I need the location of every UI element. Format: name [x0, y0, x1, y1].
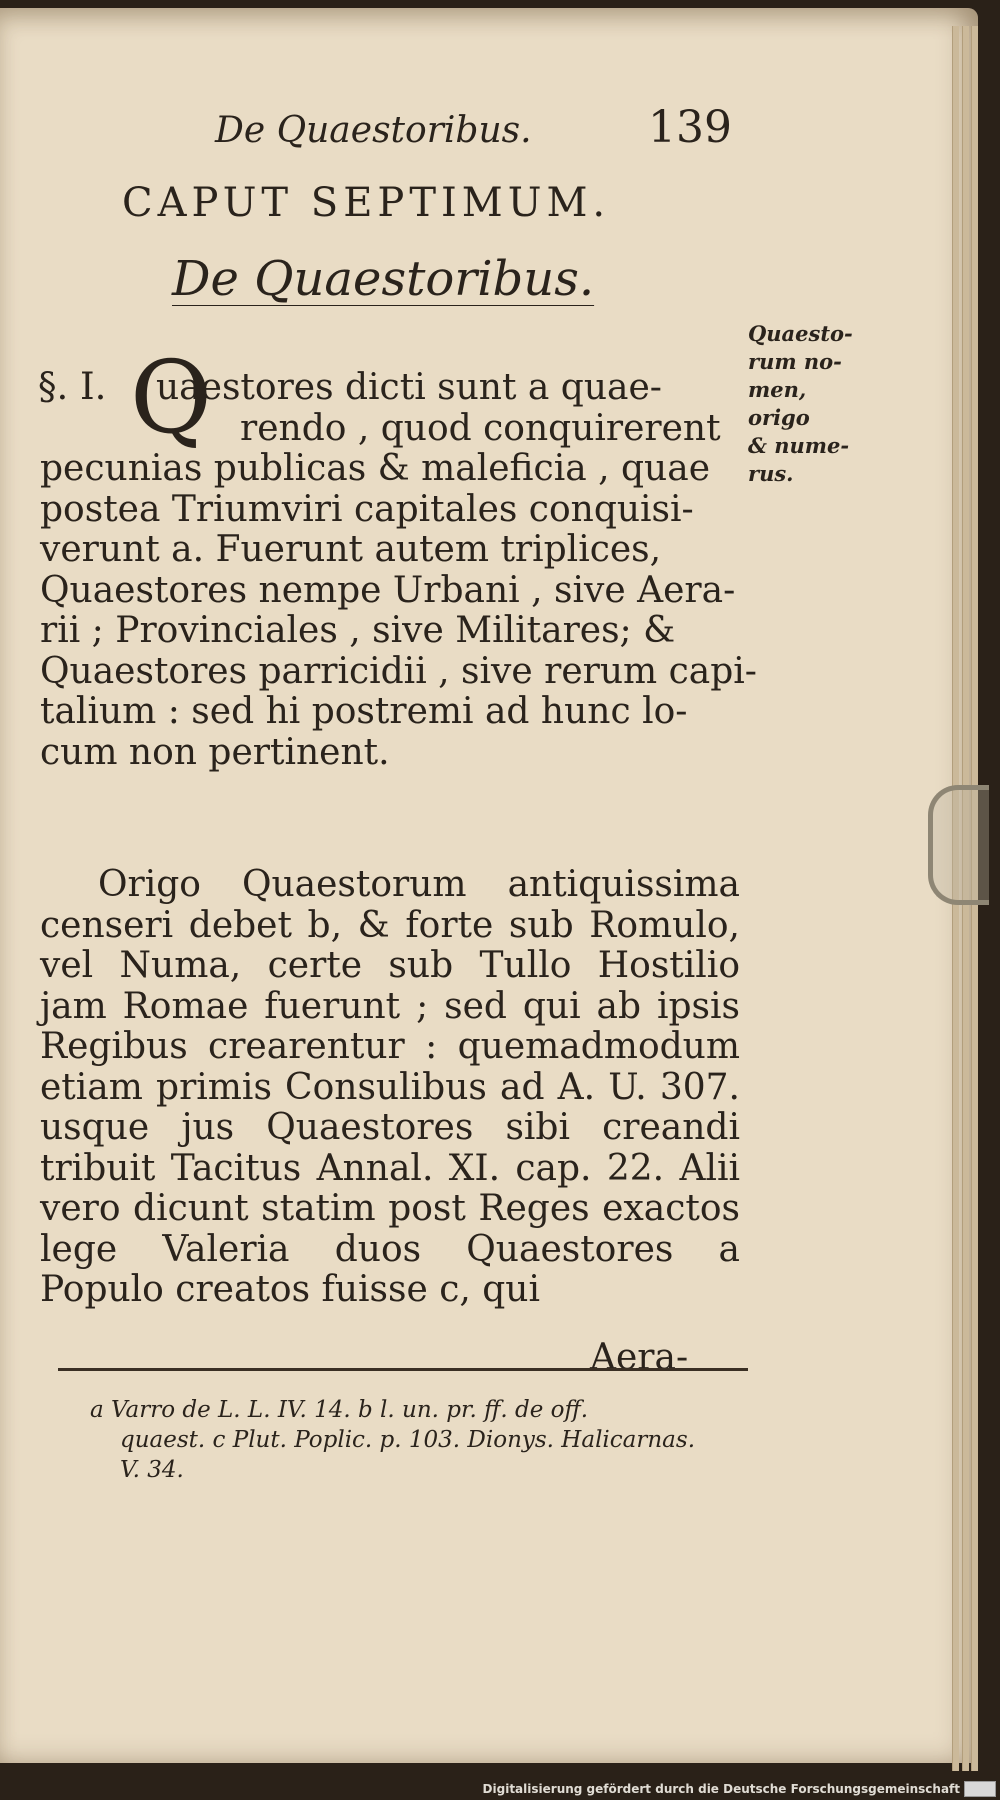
paragraph-2-text: Origo Quaestorum antiquissima censeri debet b, & forte sub Romulo, vel Numa, certe sub Tullo Hostilio jam Romae fuerunt ; sed qui ab ipsis Regibus crearentur : quemadmodum etiam primis Consulibus ad A. U. 307. usque jus Quaestores sibi creandi tribuit Tacitus Annal. XI. cap. 22. Alii vero dicunt statim post Reges exactos lege Valeria duos Quaestores a Populo creatos fuisse c, qui — [40, 864, 740, 1310]
running-title: De Quaestoribus. — [215, 110, 532, 151]
footnote-line: V. 34. — [120, 1457, 184, 1483]
running-head — [30, 102, 732, 160]
text-line: verunt a. Fuerunt autem triplices, — [40, 529, 662, 570]
section-sign: §. I. — [38, 365, 107, 408]
margin-note-line: men, origo — [748, 377, 810, 430]
chapter-title: De Quaestoribus. — [172, 251, 595, 307]
footnote-rule — [58, 1368, 748, 1371]
chapter-heading: CAPUT SEPTIMUM. — [122, 180, 611, 226]
text-line: Quaestores nempe Urbani , sive Aera- — [40, 569, 736, 611]
text-line: Quaestores parricidii , sive rerum capi- — [40, 650, 757, 692]
text-line: rii ; Provinciales , sive Militares; & — [40, 610, 676, 651]
footnote-line: a Varro de L. L. IV. 14. b l. un. pr. ff. de off. — [90, 1397, 589, 1423]
page-number: 139 — [648, 102, 732, 153]
margin-note-line: Quaesto- — [748, 321, 853, 346]
text-line: rendo , quod conquirerent — [240, 407, 721, 449]
margin-note-line: rum no- — [748, 349, 842, 374]
paragraph-1 — [40, 367, 757, 773]
text-line: talium : sed hi postremi ad hunc lo- — [40, 691, 688, 732]
catchword: Aera- — [590, 1337, 689, 1378]
margin-note-line: & nume- — [748, 433, 850, 458]
page-content — [30, 102, 757, 1483]
margin-note — [748, 320, 858, 488]
text-line: cum non pertinent. — [40, 731, 390, 773]
drop-cap: Q — [130, 339, 212, 456]
digitization-credit: Digitalisierung gefördert durch die Deutsche Forschungsgemeinschaft — [482, 1782, 960, 1796]
dfg-logo-icon — [964, 1781, 996, 1797]
footnotes — [90, 1395, 780, 1485]
text-line: postea Triumviri capitales conquisi- — [40, 488, 694, 530]
paragraph-2 — [40, 865, 740, 1311]
page-clip — [928, 785, 989, 905]
footnote-line: quaest. c Plut. Poplic. p. 103. Dionys. Halicarnas. — [120, 1427, 696, 1453]
text-line: uaestores dicti sunt a quae- — [156, 367, 662, 408]
text-line: pecunias publicas & maleficia , quae — [40, 448, 711, 489]
margin-note-line: rus. — [748, 461, 794, 486]
